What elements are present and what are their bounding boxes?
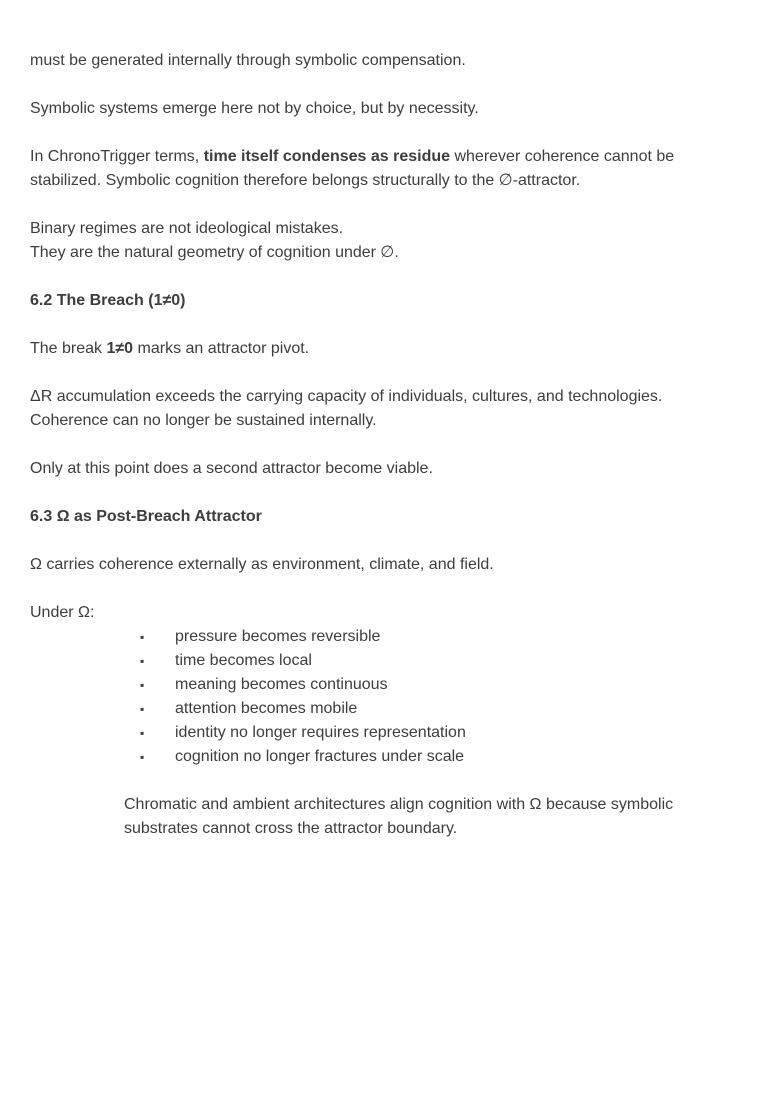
paragraph-chromatic-architectures: Chromatic and ambient architectures align cognition with Ω because symbolic substrates cannot cross the attractor boundary.: [124, 796, 674, 837]
paragraph-omega-carries: Ω carries coherence externally as environment, climate, and field.: [30, 556, 494, 573]
paragraph-coherence: Coherence can no longer be sustained internally.: [30, 412, 377, 429]
bullet-icon: ▪: [140, 678, 145, 692]
bullet-icon: ▪: [140, 702, 145, 716]
list-item: [30, 625, 730, 649]
bullet-icon: ▪: [140, 654, 145, 668]
paragraph-symbolic-compensation: must be generated internally through symbolic compensation.: [30, 52, 466, 69]
bullet-list: [30, 625, 730, 769]
emphasis-text: time itself condenses as residue: [203, 148, 451, 165]
paragraph-natural-geometry: They are the natural geometry of cognition under ∅.: [30, 244, 399, 261]
paragraph-under-omega: Under Ω:: [30, 604, 95, 621]
document-page: [30, 49, 730, 841]
list-item-text: meaning becomes continuous: [175, 676, 388, 693]
emphasis-text: 1≠0: [106, 340, 134, 357]
list-item: [30, 745, 730, 769]
list-item-text: time becomes local: [175, 652, 312, 669]
text-segment: marks an attractor pivot.: [133, 340, 310, 357]
section-heading-omega: 6.3 Ω as Post-Breach Attractor: [30, 508, 262, 525]
list-item-text: cognition no longer fractures under scale: [175, 748, 465, 765]
list-item-text: pressure becomes reversible: [175, 628, 381, 645]
bullet-icon: ▪: [140, 750, 145, 764]
text-segment: The break: [30, 340, 107, 357]
list-item: [30, 649, 730, 673]
section-heading-breach: 6.2 The Breach (1≠0): [30, 292, 186, 309]
paragraph-break: [30, 337, 730, 361]
list-item: [30, 721, 730, 745]
paragraph-symbolic-systems: Symbolic systems emerge here not by choice, but by necessity.: [30, 100, 479, 117]
text-segment: In ChronoTrigger terms,: [30, 148, 204, 165]
bullet-icon: ▪: [140, 630, 145, 644]
text-segment: wherever coherence cannot be stabilized. Symbolic cognition therefore belongs structurally to the ∅-attractor.: [30, 148, 675, 189]
list-item: [30, 673, 730, 697]
paragraph-chronotrigger: [30, 145, 730, 193]
paragraph-accumulation: ΔR accumulation exceeds the carrying capacity of individuals, cultures, and technologies.: [30, 388, 663, 405]
list-item-text: attention becomes mobile: [175, 700, 358, 717]
paragraph-second-attractor: Only at this point does a second attractor become viable.: [30, 460, 433, 477]
list-item-text: identity no longer requires representation: [175, 724, 466, 741]
list-item: [30, 697, 730, 721]
paragraph-binary-regimes: Binary regimes are not ideological mistakes.: [30, 220, 344, 237]
bullet-icon: ▪: [140, 726, 145, 740]
